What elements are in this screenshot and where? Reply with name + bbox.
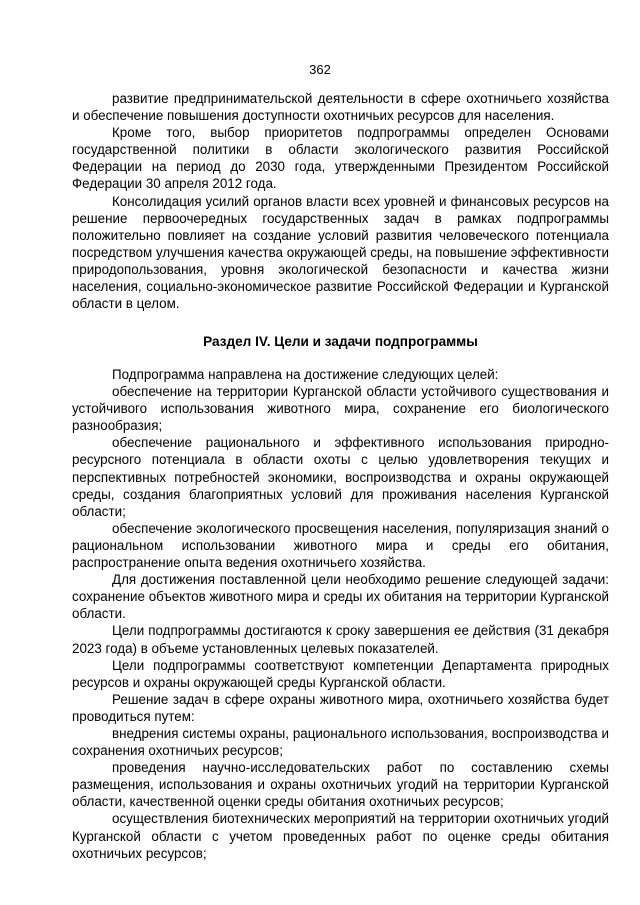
paragraph: Консолидация усилий органов власти всех уровней и финансовых ресурсов на решение первоочередных государственных задач в рамках подпрограммы положительно повлияет на создание условий развития человеческого потенциала посредством улучшения качества окружающей среды, на повышение эффективности природопользования, уровня экологической безопасности и качества жизни населения, социально-экономическое развитие Российской Федерации и Курганской области в целом. — [72, 193, 609, 312]
section-heading: Раздел IV. Цели и задачи подпрограммы — [203, 334, 478, 349]
paragraph: Для достижения поставленной цели необходимо решение следующей задачи: сохранение объектов животного мира и среды их обитания на территории Курганской области. — [72, 572, 609, 622]
paragraph: Решение задач в сфере охраны животного мира, охотничьего хозяйства будет проводиться путем: — [72, 691, 609, 724]
paragraph: обеспечение на территории Курганской области устойчивого существования и устойчивого использования животного мира, сохранение его биологического разнообразия; — [72, 384, 609, 434]
goals-text-block — [72, 366, 609, 862]
paragraph: Цели подпрограммы соответствуют компетенции Департамента природных ресурсов и охраны окружающей среды Курганской области. — [72, 657, 609, 690]
paragraph: Цели подпрограммы достигаются к сроку завершения ее действия (31 декабря 2023 года) в объеме установленных целевых показателей. — [72, 623, 609, 656]
paragraph: обеспечение рационального и эффективного использования природно-ресурсного потенциала в области охоты с целью удовлетворения текущих и перспективных потребностей экономики, воспроизводства и охраны окружающей среды, создания благоприятных условий для проживания населения Курганской области; — [72, 435, 609, 519]
paragraph: развитие предпринимательской деятельности в сфере охотничьего хозяйства и обеспечение повышения доступности охотничьих ресурсов для населения. — [72, 91, 609, 124]
paragraph: Кроме того, выбор приоритетов подпрограммы определен Основами государственной политики в области экологического развития Российской Федерации на период до 2030 года, утвержденными Президентом Российской Федерации 30 апреля 2012 года. — [72, 125, 609, 192]
paragraph: внедрения системы охраны, рационального использования, воспроизводства и сохранения охотничьих ресурсов; — [72, 725, 609, 759]
paragraph: проведения научно-исследовательских работ по составлению схемы размещения, использования и охраны охотничьих угодий на территории Курганской области, качественной оценки среды обитания охотничьих ресурсов; — [72, 760, 609, 810]
page-number: 362 — [309, 62, 331, 77]
intro-text-block — [72, 90, 609, 312]
paragraph: Подпрограмма направлена на достижение следующих целей: — [112, 367, 499, 382]
paragraph: обеспечение экологического просвещения населения, популяризация знаний о рациональном использовании животного мира и среды его обитания, распространение опыта ведения охотничьего хозяйства. — [72, 520, 609, 571]
paragraph: осуществления биотехнических мероприятий на территории охотничьих угодий Курганской области с учетом проведенных работ по оценке среды обитания охотничьих ресурсов; — [72, 811, 609, 861]
